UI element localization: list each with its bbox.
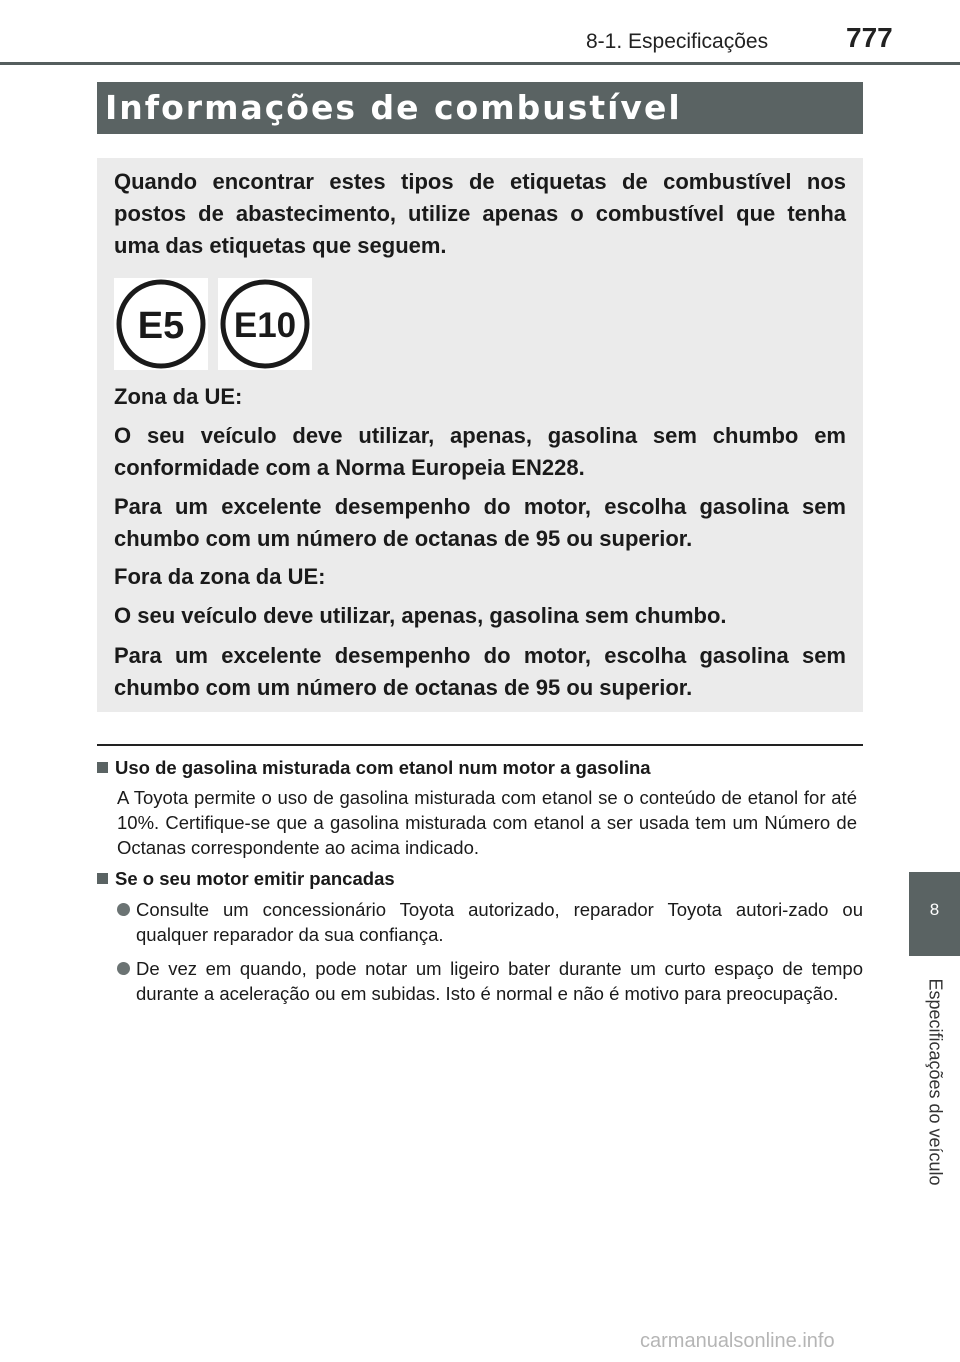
fuel-label-e10 — [218, 278, 312, 370]
intro-text: Quando encontrar estes tipos de etiquetas de combustível nos postos de abastecimento, utilize apenas o combustível que tenha uma das etiquetas que seguem. — [114, 169, 846, 258]
fuel-label-e5 — [114, 278, 208, 370]
chapter-side-label: Especificações do veículo — [925, 978, 946, 1186]
knocking-bullet-1: Consulte um concessionário Toyota autorizado, reparador Toyota autori-zado ou qualquer reparador da sua confiança. — [136, 899, 863, 945]
watermark: carmanualsonline.info — [640, 1330, 835, 1352]
page-number: 777 — [846, 22, 893, 53]
round-bullet-icon — [117, 903, 130, 916]
knocking-bullet-2: De vez em quando, pode notar um ligeiro bater durante um curto espaço de tempo durante a aceleração ou em subidas. Isto é normal e não é motivo para preocupação. — [136, 958, 863, 1004]
chapter-tab[interactable] — [909, 872, 960, 956]
page-title: Informações de combustível — [105, 88, 682, 127]
section-rule — [97, 744, 863, 746]
section-heading-ethanol — [97, 757, 651, 779]
section-heading-knocking-text: Se o seu motor emitir pancadas — [115, 868, 395, 889]
non-eu-zone-text-2: Para um excelente desempenho do motor, escolha gasolina sem chumbo com um número de octanas de 95 ou superior. — [114, 643, 846, 700]
eu-zone-text-2: Para um excelente desempenho do motor, escolha gasolina sem chumbo com um número de octanas de 95 ou superior. — [114, 494, 846, 551]
header-section-title: 8-1. Especificações — [586, 30, 769, 53]
non-eu-zone-heading: Fora da zona da UE: — [114, 564, 326, 589]
fuel-label-e5-text: E5 — [137, 305, 185, 347]
eu-zone-heading: Zona da UE: — [114, 384, 243, 409]
non-eu-zone-text-1: O seu veículo deve utilizar, apenas, gasolina sem chumbo. — [114, 603, 727, 628]
round-bullet-icon — [117, 962, 130, 975]
fuel-info-box — [97, 158, 863, 712]
chapter-number: 8 — [929, 900, 940, 919]
header-rule — [0, 62, 960, 65]
square-bullet-icon — [97, 873, 108, 884]
section-heading-knocking — [97, 868, 395, 890]
square-bullet-icon — [97, 762, 108, 773]
eu-zone-text-1: O seu veículo deve utilizar, apenas, gasolina sem chumbo em conformidade com a Norma Europeia EN228. — [114, 423, 846, 480]
section-heading-ethanol-text: Uso de gasolina misturada com etanol num motor a gasolina — [115, 757, 651, 778]
fuel-label-e10-text: E10 — [233, 306, 297, 345]
ethanol-paragraph: A Toyota permite o uso de gasolina misturada com etanol se o conteúdo de etanol for até 10%. Certifique-se que a gasolina misturada com etanol a ser usada tem um Número de Octanas correspondente ao acima indicado. — [117, 787, 857, 858]
title-bar — [97, 82, 863, 134]
